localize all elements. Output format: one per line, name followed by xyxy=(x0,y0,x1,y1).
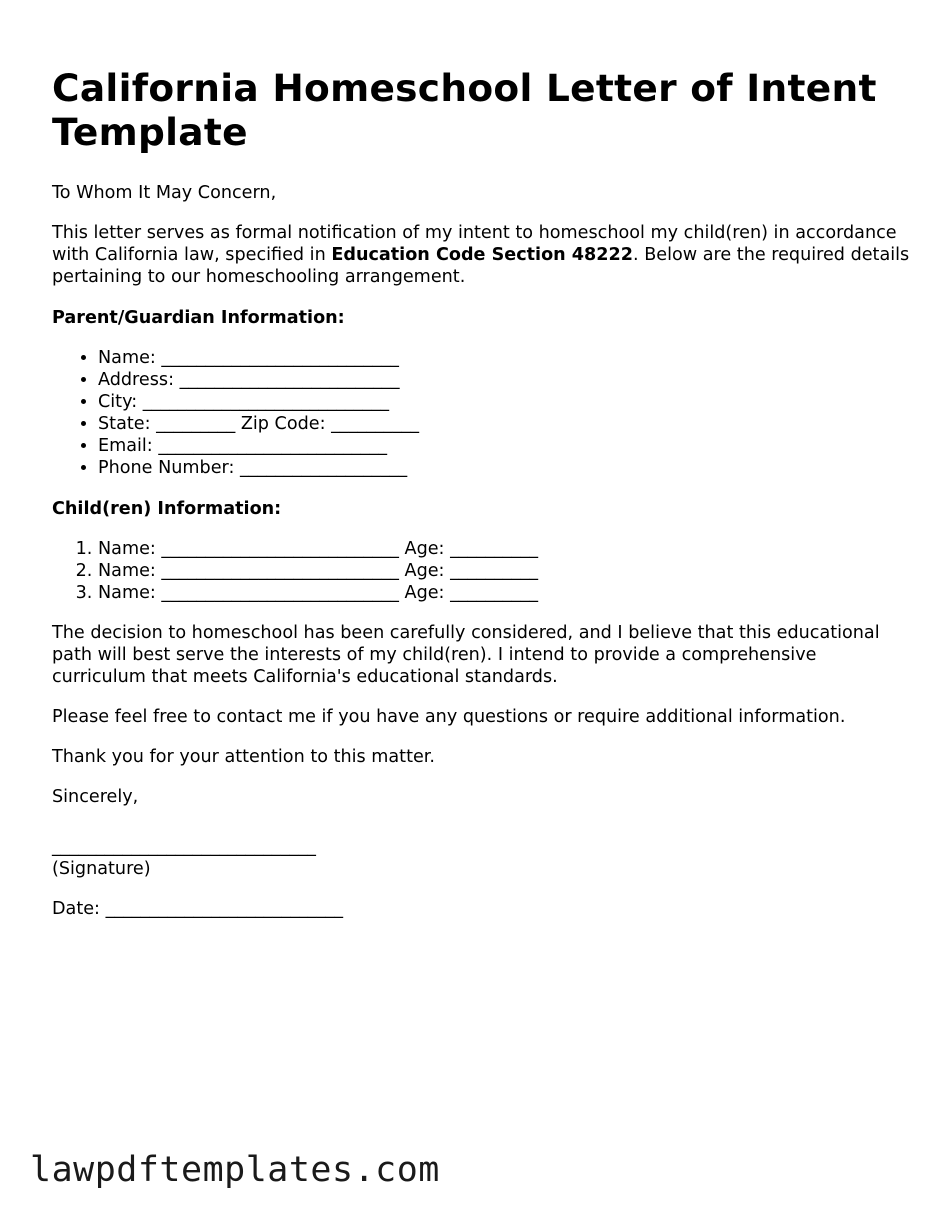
child-entry: 2. Name: ___________________________ Age: __________ xyxy=(98,560,912,582)
signature-label: (Signature) xyxy=(52,859,151,879)
parent-city-field: • City: ____________________________ xyxy=(98,391,912,413)
children-section-title: Child(ren) Information: xyxy=(52,499,282,519)
intro-text-before: This letter serves as formal notification of my intent to homeschool my child(ren) in accordance with California law, specified in xyxy=(52,223,897,265)
closing: Sincerely, xyxy=(52,787,139,807)
intro-paragraph xyxy=(52,222,912,288)
thanks-paragraph: Thank you for your attention to this matter. xyxy=(52,747,436,767)
parent-section-title: Parent/Guardian Information: xyxy=(52,308,345,328)
education-code-reference: Education Code Section 48222 xyxy=(331,245,634,265)
children-info-list xyxy=(52,538,912,604)
intro-text-after: . Below are the required details pertaining to our homeschooling arrangement. xyxy=(52,245,910,287)
parent-name-field: • Name: ___________________________ xyxy=(98,347,912,369)
greeting: To Whom It May Concern, xyxy=(52,183,277,203)
parent-phone-field: • Phone Number: ___________________ xyxy=(98,457,912,479)
child-entry: 1. Name: ___________________________ Age: __________ xyxy=(98,538,912,560)
parent-info-list xyxy=(52,347,912,479)
site-watermark: lawpdftemplates.com xyxy=(30,1150,440,1190)
letter-document xyxy=(52,66,912,920)
decision-paragraph: The decision to homeschool has been carefully considered, and I believe that this educational path will best serve the interests of my child(ren). I intend to provide a comprehensive curriculum that meets California's educational standards. xyxy=(52,623,880,687)
date-field: Date: ___________________________ xyxy=(52,899,344,919)
contact-paragraph: Please feel free to contact me if you have any questions or require additional information. xyxy=(52,707,846,727)
child-entry: 3. Name: ___________________________ Age: __________ xyxy=(98,582,912,604)
document-title: California Homeschool Letter of Intent Template xyxy=(52,66,877,154)
signature-line: ______________________________ xyxy=(52,837,316,857)
parent-address-field: • Address: _________________________ xyxy=(98,369,912,391)
parent-email-field: • Email: __________________________ xyxy=(98,435,912,457)
parent-state-zip-field: • State: _________ Zip Code: __________ xyxy=(98,413,912,435)
